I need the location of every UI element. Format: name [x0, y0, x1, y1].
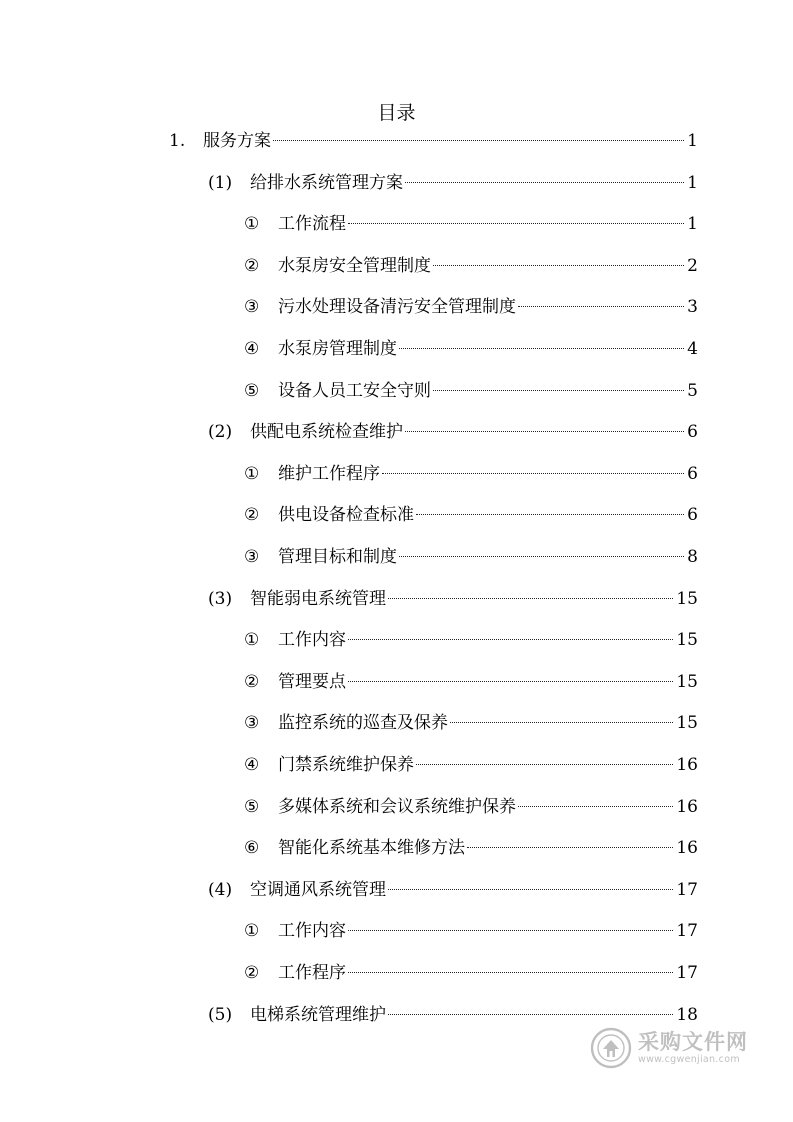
toc-entry-title: 工作流程	[278, 214, 346, 235]
toc-entry-title: 管理目标和制度	[278, 547, 397, 567]
toc-entry-title: 空调通风系统管理	[250, 879, 386, 900]
toc-dot-leader	[388, 1014, 673, 1015]
toc-entry-page-number: 16	[676, 796, 698, 817]
toc-entry-number: ③	[244, 547, 260, 567]
toc-entry-page-number: 6	[687, 463, 698, 484]
toc-entry-title: 给排水系统管理方案	[250, 172, 403, 193]
toc-dot-leader	[416, 764, 673, 765]
toc-entry-number: ②	[244, 505, 260, 526]
toc-entry-page-number: 1	[687, 172, 698, 193]
toc-dot-leader	[433, 265, 684, 266]
toc-entry-title: 服务方案	[203, 131, 271, 151]
toc-entry	[244, 794, 698, 820]
toc-entry-title: 水泵房安全管理制度	[278, 255, 431, 276]
toc-entry	[244, 627, 698, 653]
toc-entry-page-number: 1	[687, 214, 698, 235]
toc-entry-title: 工作程序	[278, 963, 346, 983]
toc-entry-number: (2)	[208, 422, 233, 443]
watermark-name: 采购文件网	[638, 1030, 748, 1054]
toc-entry	[244, 294, 698, 320]
toc-entry	[208, 586, 698, 612]
toc-entry-title: 水泵房管理制度	[278, 339, 397, 359]
watermark-url: www.cgwenjian.com	[638, 1054, 740, 1065]
toc-entry	[244, 502, 698, 528]
toc-dot-leader	[518, 306, 684, 307]
toc-entry-title: 供配电系统检查维护	[250, 422, 403, 443]
toc-entry-title: 供电设备检查标准	[278, 505, 414, 526]
toc-dot-leader	[348, 972, 673, 973]
watermark-logo	[590, 1024, 760, 1072]
toc-entry-number: ③	[244, 713, 260, 734]
toc-entry	[244, 211, 698, 237]
toc-entry-title: 智能化系统基本维修方法	[278, 838, 465, 859]
toc-entry-page-number: 17	[676, 921, 698, 942]
toc-dot-leader	[273, 140, 684, 141]
toc-entry	[244, 669, 698, 695]
toc-entry	[208, 170, 698, 196]
toc-entry-number: ①	[244, 921, 260, 942]
toc-entry-page-number: 5	[687, 380, 698, 401]
toc-entry-page-number: 8	[687, 547, 698, 567]
toc-dot-leader	[405, 182, 684, 183]
toc-entry-number: (1)	[208, 172, 233, 193]
cgwenjian-logo-icon	[590, 1027, 632, 1069]
toc-entry-title: 工作内容	[278, 921, 346, 942]
toc-entry-number: ①	[244, 630, 260, 651]
toc-entry	[244, 918, 698, 944]
toc-entry-title: 多媒体系统和会议系统维护保养	[278, 796, 516, 817]
toc-entry-page-number: 15	[676, 588, 698, 609]
toc-entry-page-number: 18	[676, 1004, 698, 1025]
toc-dot-leader	[405, 431, 684, 432]
toc-dot-leader	[348, 639, 673, 640]
toc-entry	[208, 419, 698, 445]
toc-entry-title: 门禁系统维护保养	[278, 755, 414, 775]
toc-entry-title: 电梯系统管理维护	[250, 1004, 386, 1025]
toc-entry-title: 管理要点	[278, 671, 346, 692]
toc-entry	[244, 253, 698, 279]
toc-entry	[244, 378, 698, 404]
toc-entry-number: (4)	[208, 879, 233, 900]
toc-entry	[244, 710, 698, 736]
toc-entry	[244, 960, 698, 986]
toc-entry-number: ③	[244, 297, 260, 318]
toc-dot-leader	[348, 681, 673, 682]
toc-entry-page-number: 4	[687, 339, 698, 359]
toc-entry	[208, 877, 698, 903]
toc-dot-leader	[382, 473, 684, 474]
toc-dot-leader	[518, 806, 673, 807]
toc-entry-number: ②	[244, 671, 260, 692]
toc-entry-title: 监控系统的巡查及保养	[278, 713, 448, 734]
toc-entry	[169, 128, 698, 154]
toc-entry-page-number: 3	[687, 297, 698, 318]
toc-entry-page-number: 15	[676, 671, 698, 692]
toc-dot-leader	[348, 223, 684, 224]
toc-entry	[244, 461, 698, 487]
toc-dot-leader	[348, 930, 673, 931]
toc-entry-page-number: 2	[687, 255, 698, 276]
page-title: 目录	[377, 102, 416, 124]
toc-entry	[244, 835, 698, 861]
toc-entry-number: (3)	[208, 588, 233, 609]
toc-entry-page-number: 17	[676, 963, 698, 983]
toc-entry-number: ①	[244, 463, 260, 484]
toc-entry-number: ⑥	[244, 838, 260, 859]
toc-entry-page-number: 6	[687, 505, 698, 526]
toc-entry-number: ④	[244, 755, 260, 775]
toc-entry-title: 工作内容	[278, 630, 346, 651]
toc-entry-page-number: 6	[687, 422, 698, 443]
toc-entry-title: 智能弱电系统管理	[250, 588, 386, 609]
toc-dot-leader	[467, 847, 673, 848]
toc-entry-number: 1.	[169, 131, 186, 151]
toc-entry-number: ②	[244, 255, 260, 276]
toc-entry-number: ①	[244, 214, 260, 235]
toc-entry-page-number: 15	[676, 713, 698, 734]
toc-entry	[244, 752, 698, 778]
toc-entry-number: ④	[244, 339, 260, 359]
toc-entry-title: 设备人员工安全守则	[278, 380, 431, 401]
toc-dot-leader	[388, 598, 673, 599]
toc-entry-number: (5)	[208, 1004, 233, 1025]
toc-entry-title: 维护工作程序	[278, 463, 380, 484]
toc-entry	[244, 544, 698, 570]
toc-dot-leader	[433, 390, 684, 391]
toc-dot-leader	[399, 556, 684, 557]
toc-dot-leader	[399, 348, 684, 349]
toc-entry-number: ②	[244, 963, 260, 983]
toc-entry	[244, 336, 698, 362]
toc-entry-page-number: 1	[687, 131, 698, 151]
toc-entry-number: ⑤	[244, 796, 260, 817]
toc-entry-page-number: 16	[676, 838, 698, 859]
toc-dot-leader	[388, 889, 673, 890]
toc-entry-title: 污水处理设备清污安全管理制度	[278, 297, 516, 318]
toc-dot-leader	[416, 514, 684, 515]
toc-dot-leader	[450, 722, 673, 723]
toc-entry-page-number: 16	[676, 755, 698, 775]
toc-entry-page-number: 17	[676, 879, 698, 900]
toc-entry-page-number: 15	[676, 630, 698, 651]
toc-entry-number: ⑤	[244, 380, 260, 401]
